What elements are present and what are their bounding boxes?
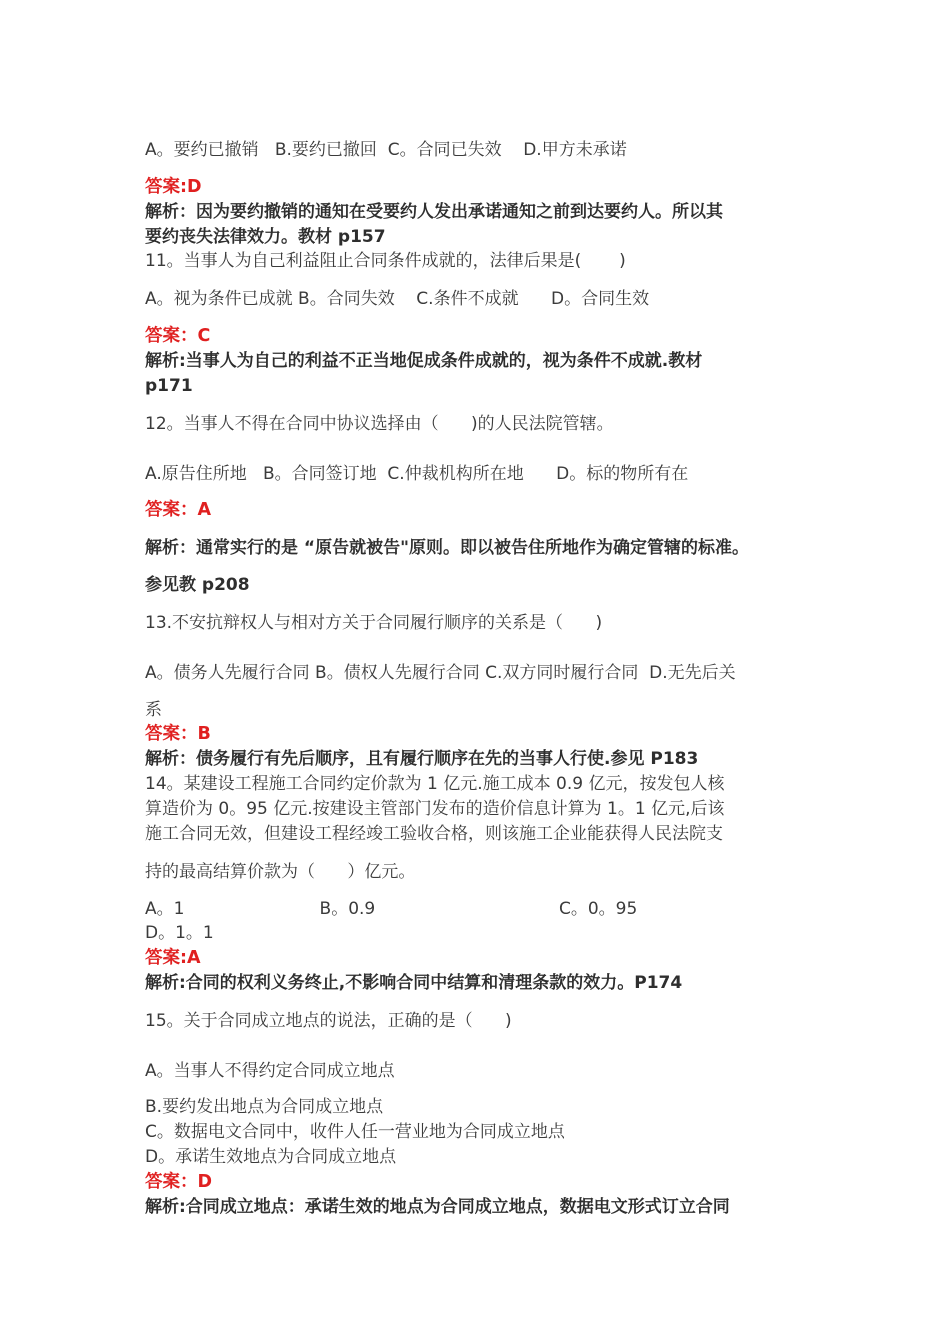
- explanation-line: 解析:当事人为自己的利益不正当地促成条件成就的，视为条件不成就.教材: [145, 351, 703, 371]
- explanation-line: p171: [145, 376, 193, 396]
- text-line: B.要约发出地点为合同成立地点: [145, 1097, 384, 1117]
- explanation-line: 解析：债务履行有先后顺序，且有履行顺序在先的当事人行使.参见 P183: [145, 749, 699, 769]
- text-line: D。1。1: [145, 923, 214, 943]
- explanation-line: 解析:合同成立地点：承诺生效的地点为合同成立地点，数据电文形式订立合同: [145, 1197, 730, 1217]
- text-line: 12。当事人不得在合同中协议选择由（ )的人民法院管辖。: [145, 414, 614, 434]
- text-line: C。数据电文合同中，收件人任一营业地为合同成立地点: [145, 1122, 565, 1142]
- text-line: 施工合同无效，但建设工程经竣工验收合格，则该施工企业能获得人民法院支: [145, 824, 723, 844]
- answer-line: 答案:A: [145, 948, 201, 968]
- answer-line: 答案：C: [145, 326, 211, 346]
- explanation-line: 参见教 p208: [145, 575, 250, 595]
- answer-line: 答案:D: [145, 177, 202, 197]
- explanation-line: 解析：通常实行的是 “原告就被告"原则。即以被告住所地作为确定管辖的标准。: [145, 538, 749, 558]
- text-line: 14。某建设工程施工合同约定价款为 1 亿元.施工成本 0.9 亿元，按发包人核: [145, 774, 725, 794]
- text-line: 15。关于合同成立地点的说法，正确的是（ ): [145, 1011, 512, 1031]
- explanation-line: 解析：因为要约撤销的通知在受要约人发出承诺通知之前到达要约人。所以其: [145, 202, 723, 222]
- text-line: A。视为条件已成就 B。合同失效 C.条件不成就 D。合同生效: [145, 289, 650, 309]
- text-line: A。当事人不得约定合同成立地点: [145, 1061, 395, 1081]
- explanation-line: 解析:合同的权利义务终止,不影响合同中结算和清理条款的效力。P174: [145, 973, 683, 993]
- text-line: 算造价为 0。95 亿元.按建设主管部门发布的造价信息计算为 1。1 亿元,后该: [145, 799, 725, 819]
- text-line: A.原告住所地 B。合同签订地 C.仲裁机构所在地 D。标的物所有在: [145, 464, 689, 484]
- text-line: D。承诺生效地点为合同成立地点: [145, 1147, 397, 1167]
- answer-line: 答案：B: [145, 724, 211, 744]
- text-line: 持的最高结算价款为（ ）亿元。: [145, 862, 416, 882]
- text-line: A。债务人先履行合同 B。债权人先履行合同 C.双方同时履行合同 D.无先后关: [145, 663, 736, 683]
- text-line: A。1 B。0.9 C。0。95: [145, 899, 638, 919]
- answer-line: 答案：D: [145, 1172, 213, 1192]
- text-line: 13.不安抗辩权人与相对方关于合同履行顺序的关系是（ ): [145, 613, 603, 633]
- text-line: 11。当事人为自己利益阻止合同条件成就的，法律后果是( ): [145, 251, 626, 271]
- text-line: 系: [145, 700, 162, 720]
- answer-line: 答案：A: [145, 500, 212, 520]
- explanation-line: 要约丧失法律效力。教材 p157: [145, 227, 386, 247]
- text-line: A。要约已撤销 B.要约已撤回 C。合同已失效 D.甲方未承诺: [145, 140, 627, 160]
